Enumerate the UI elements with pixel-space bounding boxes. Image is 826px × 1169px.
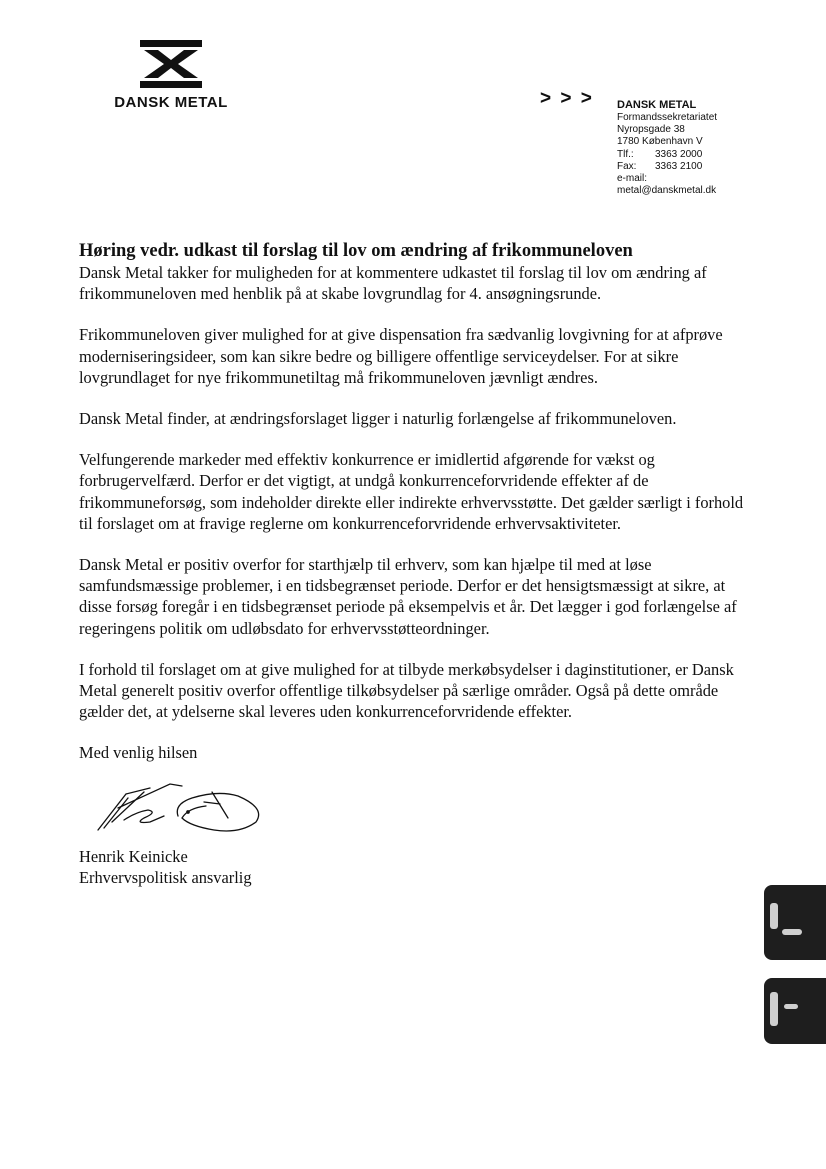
dansk-metal-hourglass-icon — [140, 40, 202, 88]
address-fax — [617, 161, 717, 173]
letter-body — [79, 240, 759, 764]
signer-block — [79, 846, 252, 888]
email-label: e-mail: — [617, 173, 648, 185]
fax-label: Fax: — [617, 160, 637, 172]
page-edge-tab-upper — [764, 885, 826, 960]
address-org: DANSK METAL — [617, 99, 697, 111]
phone-label: Tlf.: — [617, 148, 634, 160]
signer-title: Erhvervspolitisk ansvarlig — [79, 868, 252, 888]
paragraph-1: Dansk Metal takker for muligheden for at kommentere udkastet til forslag til lov om ændring af frikommuneloven med henblik på at skabe lovgrundlag for 4. ansøgningsrunde. — [79, 263, 707, 304]
signer-name: Henrik Keinicke — [79, 847, 188, 866]
logo-wordmark: DANSK METAL — [114, 94, 228, 111]
email-value: metal@danskmetal.dk — [617, 185, 717, 197]
arrows-marker: > > > — [540, 88, 594, 109]
paragraph-4: Velfungerende markeder med effektiv konkurrence er imidlertid afgørende for vækst og forbrugervelfærd. Derfor er det vigtigt, at undgå konkurrenceforvridende effekter af de frikommuneforsøg, som indeholder direkte eller indirekte erhvervsstøtte. Det gælder særligt i forhold til forslaget om at fravige reglerne om konkurrenceforvridende erhvervsaktiviteter. — [79, 450, 744, 533]
address-street: Nyropsgade 38 — [617, 124, 685, 136]
paragraph-2: Frikommuneloven giver mulighed for at give dispensation fra sædvanlig lovgivning for at afprøve moderniseringsideer, som kan sikre bedre og billigere offentlige serviceydelser. For at sikre lovgrundlaget for nye frikommunetiltag må frikommuneloven jævnligt ændres. — [79, 325, 723, 387]
closing-greeting: Med venlig hilsen — [79, 743, 198, 763]
address-dept: Formandssekretariatet — [617, 112, 718, 123]
paragraph-3: Dansk Metal finder, at ændringsforslaget ligger i naturlig forlængelse af frikommuneloven. — [79, 409, 677, 429]
sender-address — [617, 99, 717, 197]
page-edge-tab-lower — [764, 978, 826, 1044]
paragraph-6: I forhold til forslaget om at give mulighed for at tilbyde merkøbsydelser i daginstitutioner, er Dansk Metal generelt positiv overfor offentlige tilkøbsydelser på særlige områder. Også på dette område gælder det, at ydelserne skal leveres uden konkurrenceforvridende effekter. — [79, 659, 734, 722]
fax-value: 3363 2100 — [655, 160, 703, 172]
letter-title: Høring vedr. udkast til forslag til lov om ændring af frikommuneloven — [79, 241, 633, 261]
handwritten-signature — [78, 778, 278, 838]
dansk-metal-logo — [108, 40, 238, 120]
address-phone — [617, 149, 717, 161]
phone-value: 3363 2000 — [655, 148, 703, 160]
address-city: 1780 København V — [617, 136, 703, 148]
paragraph-5: Dansk Metal er positiv overfor for starthjælp til erhverv, som kan hjælpe til med at løse samfundsmæssige problemer, i en tidsbegrænset periode. Derfor er det hensigtsmæssigt at sikre, at disse forsøg foregår i en tidsbegrænset periode på eksempelvis et år. Det lægger i god forlængelse af regeringens politik om udløbsdato for erhvervsstøtteordninger. — [79, 555, 737, 638]
